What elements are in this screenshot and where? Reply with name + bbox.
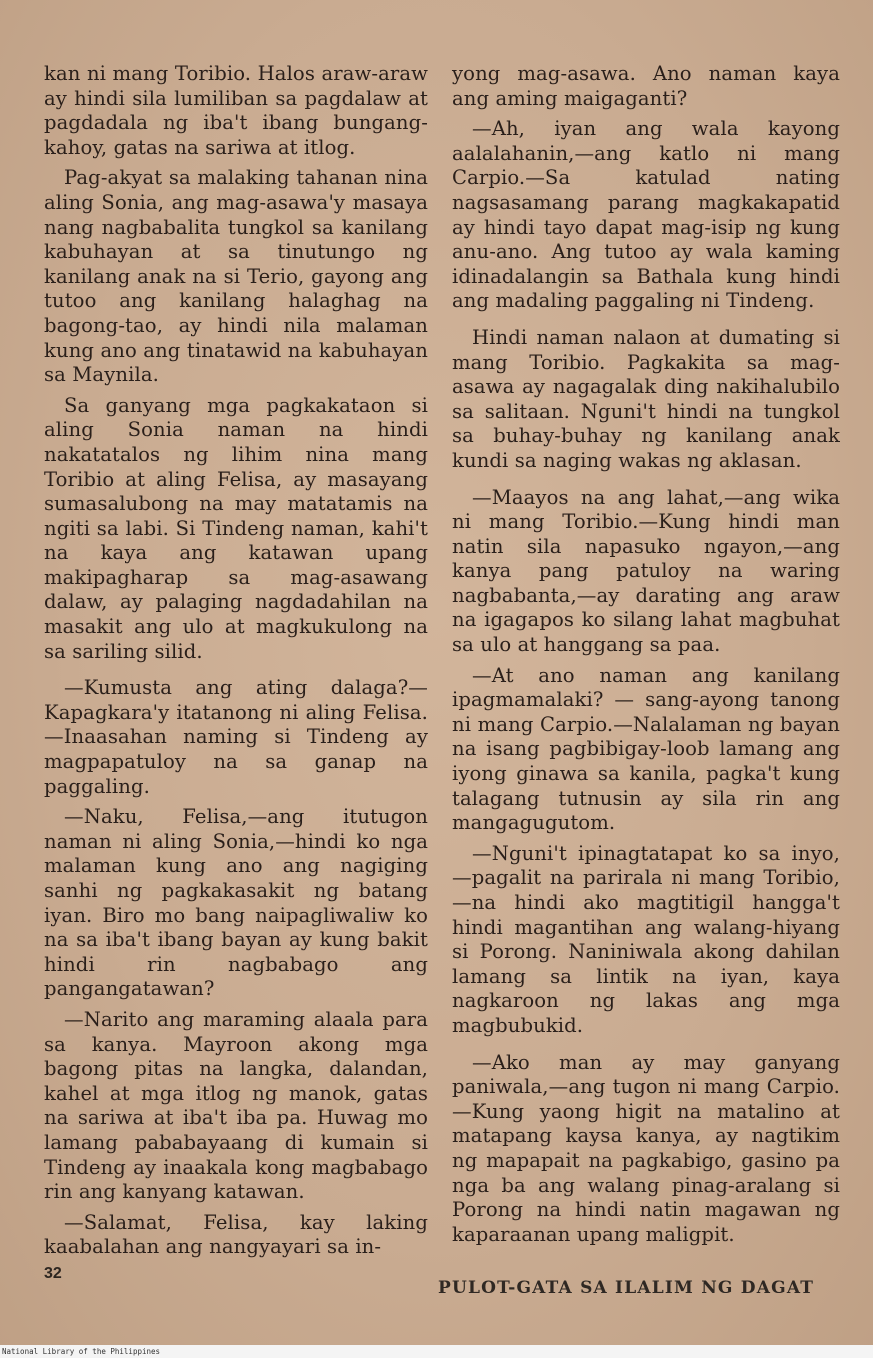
paragraph: —Ako man ay may ganyang paniwala,—ang tugon ni mang Carpio.—Kung yaong higit na matalino at matapang kaysa kanya, ay nagtikim ng mapapait na pagkabigo, gasino pa nga ba ang walang pinag-aralang si Porong na hindi natin magawan ng kaparaanan upang maligpit.: [452, 1050, 840, 1246]
paragraph: —Salamat, Felisa, kay laking kaabalahan ang nangyayari sa in-: [44, 1210, 428, 1259]
paragraph: —Nguni't ipinagtatapat ko sa inyo,—pagalit na parirala ni mang Toribio,—na hindi ako magtitigil hangga't hindi magantihan ang walang-hiyang si Porong. Naniniwala akong dahilan lamang sa lintik na iyan, kaya nagkaroon ng lakas ang mga magbubukid.: [452, 841, 840, 1037]
right-text-column: [452, 62, 840, 1253]
running-title: PULOT-GATA SA ILALIM NG DAGAT: [438, 1278, 815, 1298]
paragraph: Sa ganyang mga pagkakataon si aling Sonia naman na hindi nakatatalos ng lihim nina mang Toribio at aling Felisa, ay masayang sumasalubong na may matatamis na ngiti sa labi. Si Tindeng naman, kahi't na kaya ang katawan upang makipagharap sa mag-asawang dalaw, ay palaging nagdadahilan na masakit ang ulo at magkukulong na sa sariling silid.: [44, 393, 428, 663]
page-number: 32: [44, 1265, 62, 1282]
paragraph: —Naku, Felisa,—ang itutugon naman ni aling Sonia,—hindi ko nga malaman kung ano ang nagiging sanhi ng pagkakasakit ng batang iyan. Biro mo bang naipagliwaliw ko na sa iba't ibang bayan ay kung bakit hindi rin nagbabago ang pangangatawan?: [44, 805, 428, 1001]
paragraph: —Narito ang maraming alaala para sa kanya. Mayroon akong mga bagong pitas na langka, dalandan, kahel at mga itlog ng manok, gatas na sariwa at iba't iba pa. Huwag mo lamang pababayaang di kumain si Tindeng ay inaakala kong magbabago rin ang kanyang katawan.: [44, 1007, 428, 1204]
paragraph: —Ah, iyan ang wala kayong aalalahanin,—ang katlo ni mang Carpio.—Sa katulad nating nagsasamang parang magkakapatid ay hindi tayo dapat mag-isip ng kung anu-ano. Ang tutoo ay wala kaming idinadalangin sa Bathala kung hindi ang madaling paggaling ni Tindeng.: [452, 117, 840, 313]
paragraph: Pag-akyat sa malaking tahanan nina aling Sonia, ang mag-asawa'y masaya nang nagbabalita tungkol sa kanilang kabuhayan at sa tinutungo ng kanilang anak na si Terio, gayong ang tutoo ang kanilang halaghag na bagong-tao, ay hindi nila malaman kung ano ang tinatawid na kabuhayan sa Maynila.: [44, 166, 428, 387]
scan-credit: National Library of the Philippines: [2, 1347, 161, 1356]
paragraph: —At ano naman ang kanilang ipagmamalaki? — sang-ayong tanong ni mang Carpio.—Nalalaman ng bayan na isang pagbibigay-loob lamang ang iyong ginawa sa kanila, pagka't kung talagang tutnusin ay sila rin ang mangagugutom.: [452, 663, 840, 835]
paragraph: —Maayos na ang lahat,—ang wika ni mang Toribio.—Kung hindi man natin sila napasuko ngayon,—ang kanya pang patuloy na waring nagbabanta,—ay darating ang araw na igagapos ko silang lahat magbuhat sa ulo at hanggang sa paa.: [452, 485, 840, 657]
left-text-column: [44, 62, 428, 1266]
paragraph: —Kumusta ang ating dalaga?—Kapagkara'y itatanong ni aling Felisa.—Inaasahan naming si Tindeng ay magpapatuloy na sa ganap na paggaling.: [44, 676, 428, 798]
paragraph: Hindi naman nalaon at dumating si mang Toribio. Pagkakita sa mag-asawa ay nagagalak ding nakihalubilo sa salitaan. Nguni't hindi na tungkol sa buhay-buhay ng kanilang anak kundi sa naging wakas ng aklasan.: [452, 325, 840, 472]
paragraph: yong mag-asawa. Ano naman kaya ang aming maigaganti?: [452, 62, 840, 110]
paragraph: kan ni mang Toribio. Halos araw-araw ay hindi sila lumiliban sa pagdalaw at pagdadala ng iba't ibang bungang-kahoy, gatas na sariwa at itlog.: [44, 62, 428, 159]
